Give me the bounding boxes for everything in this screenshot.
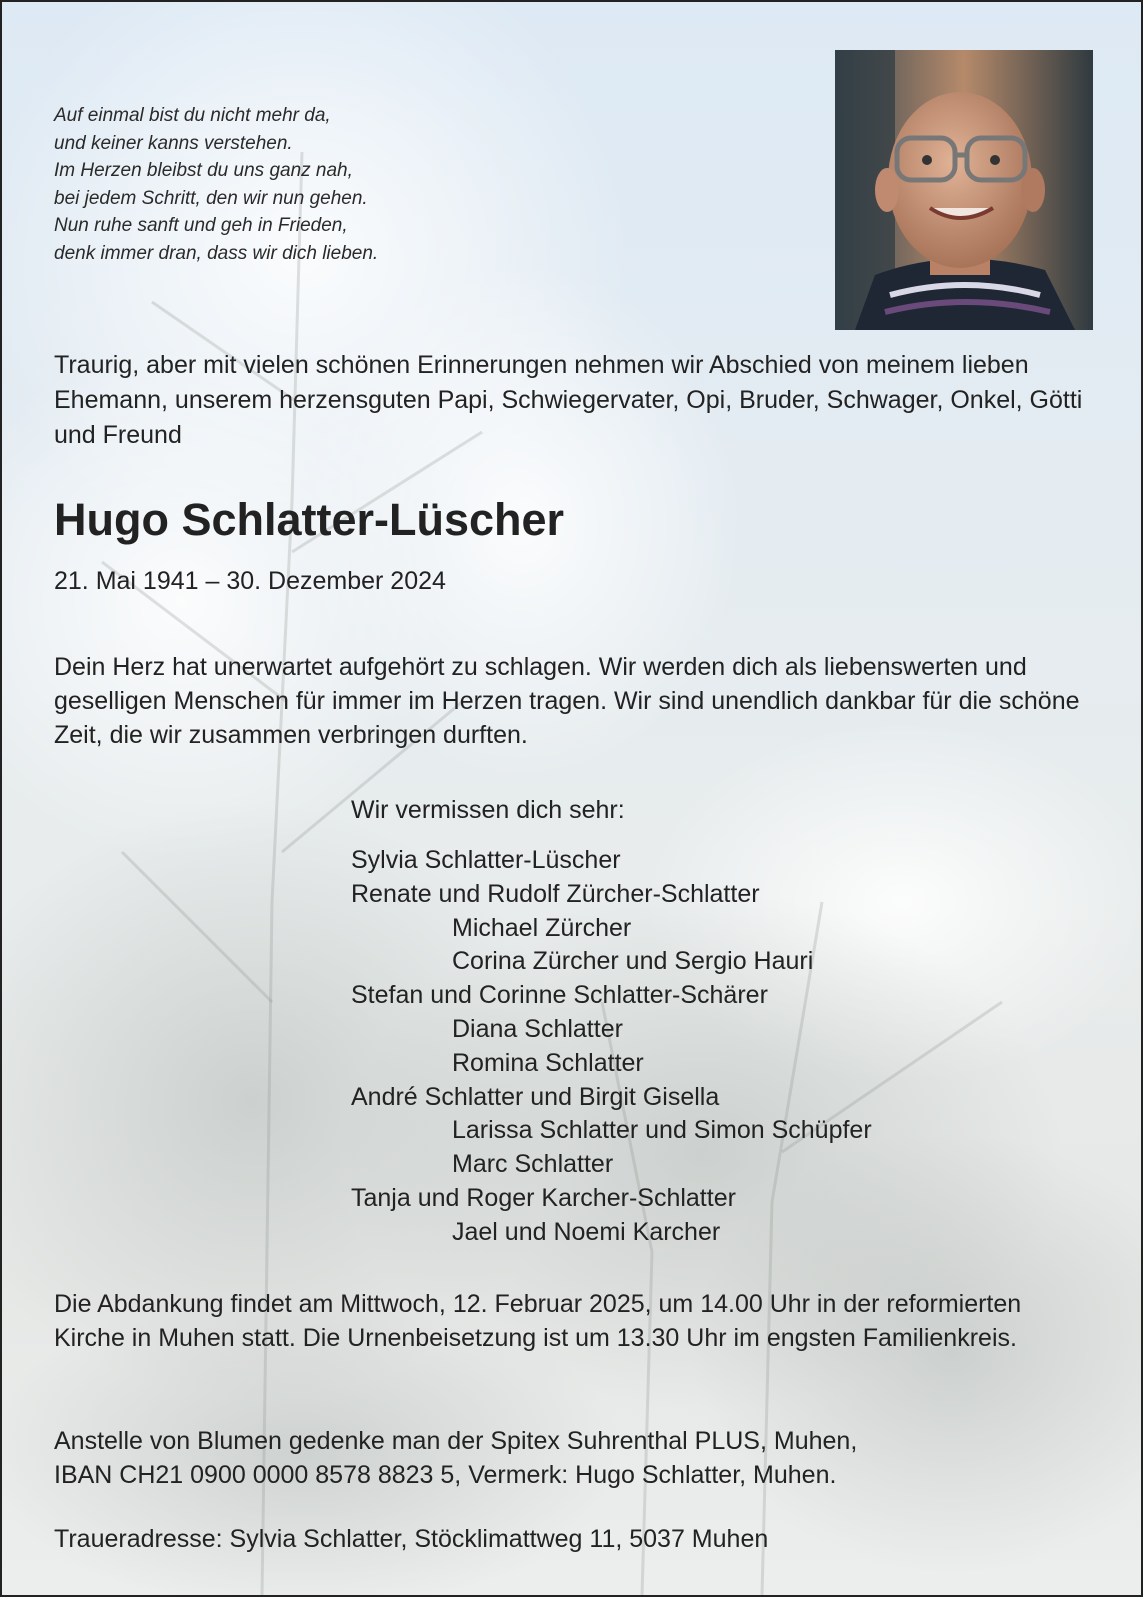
poem-line: Auf einmal bist du nicht mehr da, [54,105,331,126]
donation-line: Anstelle von Blumen gedenke man der Spitex Suhrenthal PLUS, Muhen, [54,1427,858,1455]
farewell-message: Dein Herz hat unerwartet aufgehört zu schlagen. Wir werden dich als liebenswerten und geselligen Menschen für immer im Herzen tragen. Wir sind unendlich dankbar für die schöne Zeit, die wir zusammen verbringen durften. [54,653,1080,749]
portrait-photo [835,50,1093,330]
mourners-list [351,844,872,1250]
poem [54,102,378,267]
content-layer [2,2,1141,1595]
mourner-entry: Larissa Schlatter und Simon Schüpfer [452,1116,872,1145]
mourner-entry: Michael Zürcher [452,913,632,942]
mourner-entry: André Schlatter und Birgit Gisella [351,1082,720,1111]
funeral-info: Die Abdankung findet am Mittwoch, 12. Februar 2025, um 14.00 Uhr in der reformierten Kirche in Muhen statt. Die Urnenbeisetzung ist um 13.30 Uhr im engsten Familienkreis. [54,1290,1022,1352]
poem-line: bei jedem Schritt, den wir nun gehen. [54,187,368,209]
deceased-name: Hugo Schlatter-Lüscher [54,494,565,545]
mourner-entry: Tanja und Roger Karcher-Schlatter [351,1183,736,1212]
mourner-entry: Renate und Rudolf Zürcher-Schlatter [351,879,760,908]
mourner-entry: Sylvia Schlatter-Lüscher [351,846,621,874]
mourning-address: Traueradresse: Sylvia Schlatter, Stöcklimattweg 11, 5037 Muhen [54,1525,769,1553]
poem-line: Im Herzen bleibst du uns ganz nah, [54,160,353,181]
mourners-heading: Wir vermissen dich sehr: [351,796,625,824]
poem-line: und keiner kanns verstehen. [54,132,293,154]
mourner-entry: Stefan und Corinne Schlatter-Schärer [351,981,768,1010]
mourner-entry: Corina Zürcher und Sergio Hauri [452,947,814,976]
mourner-entry: Marc Schlatter [452,1150,614,1179]
poem-line: Nun ruhe sanft und geh in Frieden, [54,215,348,236]
life-dates: 21. Mai 1941 – 30. Dezember 2024 [54,567,446,595]
mourner-entry: Diana Schlatter [452,1014,623,1043]
intro-text: Traurig, aber mit vielen schönen Erinnerungen nehmen wir Abschied von meinem lieben Ehemann, unserem herzensguten Papi, Schwiegervater, Opi, Bruder, Schwager, Onkel, Götti und Freund [54,351,1083,449]
mourner-entry: Jael und Noemi Karcher [452,1217,721,1246]
mourner-entry: Romina Schlatter [452,1048,644,1077]
donation-info [54,1424,1094,1492]
poem-line: denk immer dran, dass wir dich lieben. [54,242,379,264]
donation-line: IBAN CH21 0900 0000 8578 8823 5, Vermerk: Hugo Schlatter, Muhen. [54,1461,837,1489]
